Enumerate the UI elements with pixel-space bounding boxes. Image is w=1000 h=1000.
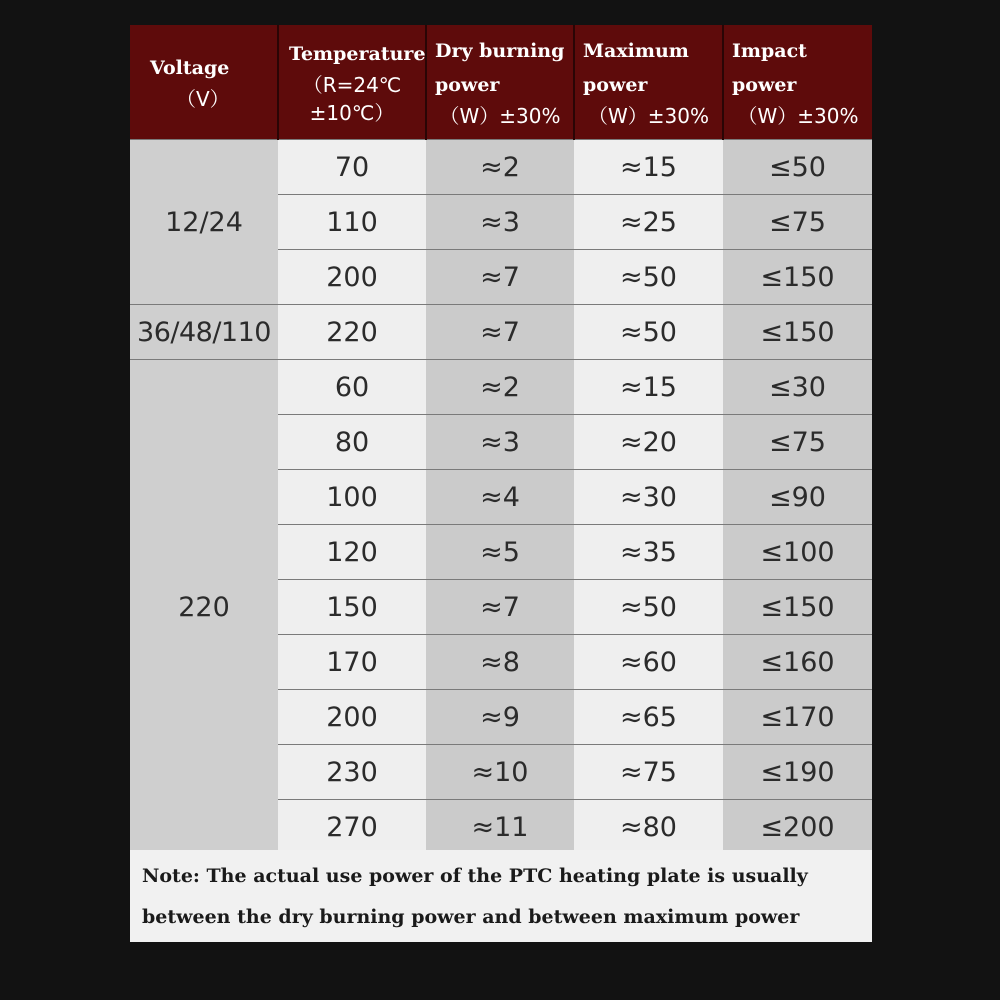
temperature-cell: 170 [278,635,426,690]
temperature-cell: 120 [278,525,426,580]
impact-power-cell: ≤150 [723,250,872,305]
table-row [130,360,872,415]
temperature-cell: 80 [278,415,426,470]
impact-power-cell: ≤50 [723,140,872,195]
temperature-cell: 150 [278,580,426,635]
impact-power-cell: ≤75 [723,195,872,250]
dry-power-cell: ≈9 [426,690,574,745]
temperature-cell: 110 [278,195,426,250]
max-power-cell: ≈50 [574,580,723,635]
header-max-title-1: Maximum [583,40,689,62]
dry-power-cell: ≈7 [426,305,574,360]
max-power-cell: ≈30 [574,470,723,525]
header-impact-power [723,25,872,140]
header-temperature-unit-1: （R=24℃ [302,73,402,97]
header-voltage-unit: （V） [176,87,230,111]
header-temperature-unit-2: ±10℃） [309,101,395,125]
max-power-cell: ≈15 [574,140,723,195]
impact-power-cell: ≤100 [723,525,872,580]
header-dry-unit: （W）±30% [439,104,561,128]
max-power-cell: ≈80 [574,800,723,855]
max-power-cell: ≈25 [574,195,723,250]
dry-power-cell: ≈10 [426,745,574,800]
temperature-cell: 270 [278,800,426,855]
header-impact-title-1: Impact [732,40,807,62]
temperature-cell: 100 [278,470,426,525]
impact-power-cell: ≤150 [723,580,872,635]
table-row [130,305,872,360]
dry-power-cell: ≈3 [426,195,574,250]
note-line-1: Note: The actual use power of the PTC heating plate is usually [142,865,808,887]
max-power-cell: ≈20 [574,415,723,470]
dry-power-cell: ≈7 [426,580,574,635]
impact-power-cell: ≤200 [723,800,872,855]
max-power-cell: ≈35 [574,525,723,580]
note-box [130,850,872,942]
dry-power-cell: ≈2 [426,360,574,415]
table-row [130,140,872,195]
header-dry-title-1: Dry burning [435,40,565,62]
impact-power-cell: ≤190 [723,745,872,800]
temperature-cell: 220 [278,305,426,360]
dry-power-cell: ≈11 [426,800,574,855]
header-dry-burning-power [426,25,574,140]
header-voltage-title: Voltage [150,57,230,79]
header-temperature-title: Temperature [289,43,426,65]
ptc-power-spec-table [130,25,872,854]
max-power-cell: ≈65 [574,690,723,745]
max-power-cell: ≈75 [574,745,723,800]
header-temperature [278,25,426,140]
impact-power-cell: ≤170 [723,690,872,745]
temperature-cell: 60 [278,360,426,415]
dry-power-cell: ≈3 [426,415,574,470]
header-max-title-2: power [583,74,648,96]
dry-power-cell: ≈2 [426,140,574,195]
impact-power-cell: ≤90 [723,470,872,525]
table-header-row [130,25,872,140]
max-power-cell: ≈50 [574,250,723,305]
header-dry-title-2: power [435,74,500,96]
impact-power-cell: ≤160 [723,635,872,690]
header-voltage [130,25,278,140]
header-impact-unit: （W）±30% [737,104,859,128]
impact-power-cell: ≤75 [723,415,872,470]
max-power-cell: ≈15 [574,360,723,415]
header-max-unit: （W）±30% [588,104,709,128]
dry-power-cell: ≈4 [426,470,574,525]
voltage-cell: 12/24 [130,140,278,305]
max-power-cell: ≈50 [574,305,723,360]
header-maximum-power [574,25,723,140]
max-power-cell: ≈60 [574,635,723,690]
temperature-cell: 200 [278,250,426,305]
impact-power-cell: ≤30 [723,360,872,415]
dry-power-cell: ≈7 [426,250,574,305]
temperature-cell: 200 [278,690,426,745]
voltage-cell: 36/48/110 [130,305,278,360]
note-line-2: between the dry burning power and between maximum power [142,906,800,928]
temperature-cell: 230 [278,745,426,800]
header-impact-title-2: power [732,74,797,96]
impact-power-cell: ≤150 [723,305,872,360]
voltage-cell: 220 [130,360,278,855]
dry-power-cell: ≈8 [426,635,574,690]
dry-power-cell: ≈5 [426,525,574,580]
temperature-cell: 70 [278,140,426,195]
